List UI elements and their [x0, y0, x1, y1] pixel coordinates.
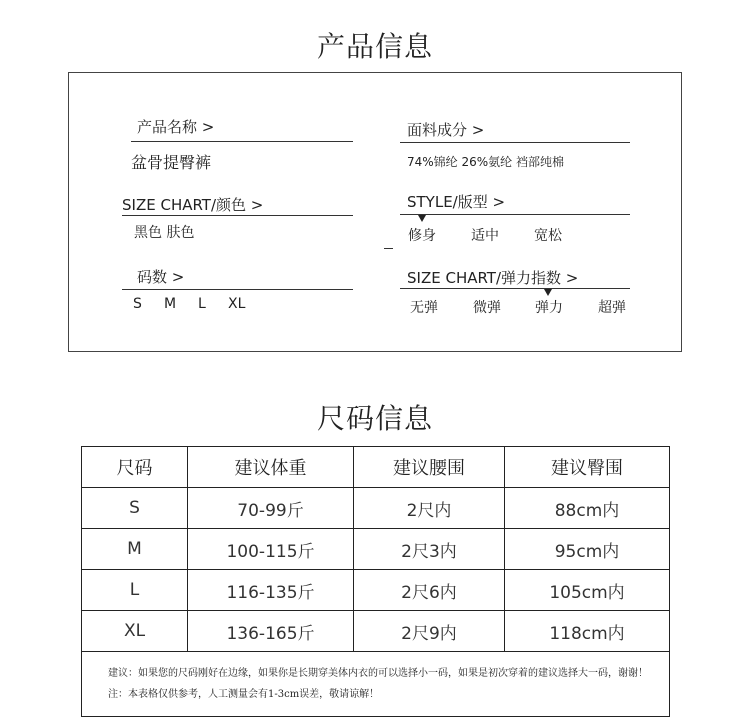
header-waist: 建议腰围: [354, 447, 505, 488]
table-row: [82, 611, 670, 652]
cell-weight: 70-99斤: [188, 488, 354, 529]
advice-note: 建议：如果您的尺码刚好在边缘，如果你是长期穿美体内衣的可以选择小一码，如果是初次穿着的建议选择大一码，谢谢！: [108, 668, 648, 679]
cell-hip: 95cm内: [505, 529, 670, 570]
cell-waist: 2尺内: [354, 488, 505, 529]
cell-size: XL: [82, 611, 188, 652]
table-row: [82, 570, 670, 611]
table-header-row: [82, 447, 670, 488]
disclaimer-note: 注：本表格仅供参考，人工测量会有1-3cm误差，敬请谅解！: [108, 689, 380, 700]
color-label: SIZE CHART/颜色 >: [122, 196, 264, 214]
cell-hip: 118cm内: [505, 611, 670, 652]
cell-waist: 2尺9内: [354, 611, 505, 652]
center-dash: [384, 248, 393, 249]
table-row: [82, 529, 670, 570]
cell-size: L: [82, 570, 188, 611]
size-option-m: M: [164, 296, 177, 312]
product-name-value: 盆骨提臀裤: [131, 153, 212, 172]
fabric-rule: [400, 142, 630, 143]
product-name-label: 产品名称 >: [137, 118, 215, 136]
style-label: STYLE/版型 >: [407, 193, 506, 211]
style-selected-marker: [418, 215, 426, 222]
product-name-rule: [131, 141, 353, 142]
size-info-title: 尺码信息: [316, 402, 433, 435]
size-table: [81, 446, 670, 717]
header-weight: 建议体重: [188, 447, 354, 488]
size-option-s: S: [133, 296, 142, 312]
elasticity-option-stretch: 弹力: [535, 300, 563, 316]
style-option-loose: 宽松: [534, 228, 562, 244]
header-size: 尺码: [82, 447, 188, 488]
cell-hip: 105cm内: [505, 570, 670, 611]
color-rule: [122, 215, 353, 216]
cell-waist: 2尺3内: [354, 529, 505, 570]
elasticity-label: SIZE CHART/弹力指数 >: [407, 269, 579, 287]
cell-weight: 136-165斤: [188, 611, 354, 652]
fabric-value: 74%锦纶 26%氨纶 裆部纯棉: [407, 155, 564, 169]
size-option-xl: XL: [228, 296, 246, 312]
fabric-label: 面料成分 >: [407, 121, 485, 139]
header-hip: 建议臀围: [505, 447, 670, 488]
style-rule: [400, 214, 630, 215]
table-row: [82, 488, 670, 529]
size-option-l: L: [198, 296, 206, 312]
cell-size: S: [82, 488, 188, 529]
sizes-label: 码数 >: [137, 268, 185, 286]
color-value: 黑色 肤色: [134, 225, 195, 241]
elasticity-selected-marker: [544, 289, 552, 296]
sizes-rule: [122, 289, 353, 290]
cell-hip: 88cm内: [505, 488, 670, 529]
style-option-regular: 适中: [471, 228, 499, 244]
style-option-slim: 修身: [408, 228, 436, 244]
elasticity-option-super: 超弹: [598, 300, 626, 316]
notes-cell: [82, 652, 670, 717]
elasticity-option-slight: 微弹: [473, 300, 501, 316]
table-notes-row: [82, 652, 670, 717]
elasticity-rule: [400, 288, 630, 289]
cell-waist: 2尺6内: [354, 570, 505, 611]
cell-weight: 116-135斤: [188, 570, 354, 611]
cell-weight: 100-115斤: [188, 529, 354, 570]
product-info-title: 产品信息: [316, 30, 433, 63]
elasticity-option-none: 无弹: [410, 300, 438, 316]
cell-size: M: [82, 529, 188, 570]
